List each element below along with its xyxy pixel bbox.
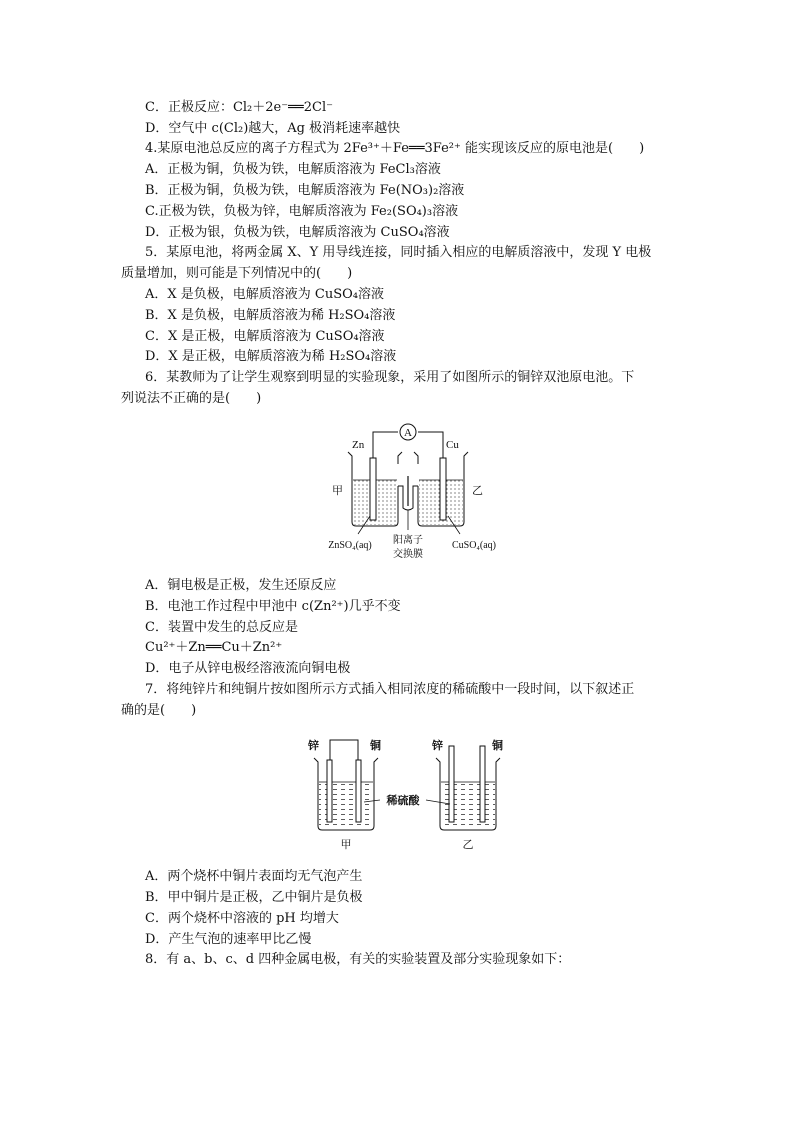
copper-strip-a [356, 760, 361, 822]
q3-option-c: C．正极反应：Cl₂＋2e⁻══2Cl⁻ [145, 100, 333, 115]
caption-b: 乙 [462, 839, 474, 851]
q3-option-d: D．空气中 c(Cl₂)越大，Ag 极消耗速率越快 [145, 121, 401, 136]
caption-a: 甲 [340, 839, 352, 851]
q5-option-b: B．X 是负极，电解质溶液为稀 H₂SO₄溶液 [145, 308, 396, 323]
membrane-label-1: 阳离子 [393, 535, 423, 546]
q6-option-d: D．电子从锌电极经溶液流向铜电极 [145, 661, 351, 676]
zinc-label-a: 锌 [308, 740, 319, 752]
q4-option-c: C.正极为铁，负极为锌，电解质溶液为 Fe₂(SO₄)₃溶液 [145, 204, 459, 219]
q5-option-a: A．X 是负极，电解质溶液为 CuSO₄溶液 [145, 287, 385, 302]
q7-option-c: C．两个烧杯中溶液的 pH 均增大 [145, 911, 339, 926]
zn-cu-double-cell-diagram [310, 420, 510, 565]
cu-label: Cu [446, 439, 459, 451]
zinc-strip-a [327, 760, 332, 822]
cuso4-label: CuSO₄(aq) [451, 540, 497, 551]
membrane-label-2: 交换膜 [393, 549, 423, 560]
q5-option-c: C．X 是正极，电解质溶液为 CuSO₄溶液 [145, 329, 385, 344]
copper-label-a: 铜 [370, 740, 381, 752]
q7-option-a: A．两个烧杯中铜片表面均无气泡产生 [145, 869, 363, 884]
q5-stem: 5．某原电池，将两金属 X、Y 用导线连接，同时插入相应的电解质溶液中，发现 Y 电极 [145, 245, 652, 260]
q4-option-a: A．正极为铜，负极为铁，电解质溶液为 FeCl₃溶液 [145, 162, 441, 177]
copper-strip-b [480, 746, 485, 822]
zinc-strip-b [449, 746, 454, 822]
copper-label-b: 铜 [492, 740, 503, 752]
q4-option-b: B．正极为铜，负极为铁，电解质溶液为 Fe(NO₃)₂溶液 [145, 183, 465, 198]
q6-option-b: B．电池工作过程中甲池中 c(Zn²⁺)几乎不变 [145, 599, 401, 614]
q7-stem-cont: 确的是( ) [121, 703, 197, 718]
q7-stem: 7．将纯锌片和纯铜片按如图所示方式插入相同浓度的稀硫酸中一段时间，以下叙述正 [145, 682, 635, 697]
zinc-copper-beakers-diagram [300, 732, 520, 857]
cu-electrode [440, 458, 446, 520]
q7-option-d: D．产生气泡的速率甲比乙慢 [145, 932, 312, 947]
q5-stem-cont: 质量增加，则可能是下列情况中的( ) [121, 266, 353, 281]
q5-option-d: D．X 是正极，电解质溶液为稀 H₂SO₄溶液 [145, 349, 397, 364]
q4-option-d: D．正极为银，负极为铁，电解质溶液为 CuSO₄溶液 [145, 225, 450, 240]
q6-stem-cont: 列说法不正确的是( ) [121, 391, 262, 406]
acid-label: 稀硫酸 [386, 795, 420, 807]
q8-stem: 8．有 a、b、c、d 四种金属电极，有关的实验装置及部分实验现象如下： [145, 952, 571, 967]
q4-stem: 4.某原电池总反应的离子方程式为 2Fe³⁺＋Fe══3Fe²⁺ 能实现该反应的原电池是( ) [145, 141, 645, 156]
zinc-label-b: 锌 [432, 740, 443, 752]
q6-equation: Cu²⁺＋Zn══Cu＋Zn²⁺ [145, 640, 283, 655]
q6-option-a: A．铜电极是正极，发生还原反应 [145, 578, 337, 593]
ammeter-label: A [404, 427, 412, 439]
q6-option-c: C．装置中发生的总反应是 [145, 620, 298, 635]
left-cell-label: 甲 [332, 485, 343, 497]
q7-option-b: B．甲中铜片是正极，乙中铜片是负极 [145, 890, 363, 905]
zn-electrode [370, 458, 376, 520]
znso4-label: ZnSO₄(aq) [328, 540, 372, 551]
zn-label: Zn [352, 439, 365, 451]
right-cell-label: 乙 [472, 485, 483, 497]
q6-stem: 6．某教师为了让学生观察到明显的实验现象，采用了如图所示的铜锌双池原电池。下 [145, 370, 635, 385]
